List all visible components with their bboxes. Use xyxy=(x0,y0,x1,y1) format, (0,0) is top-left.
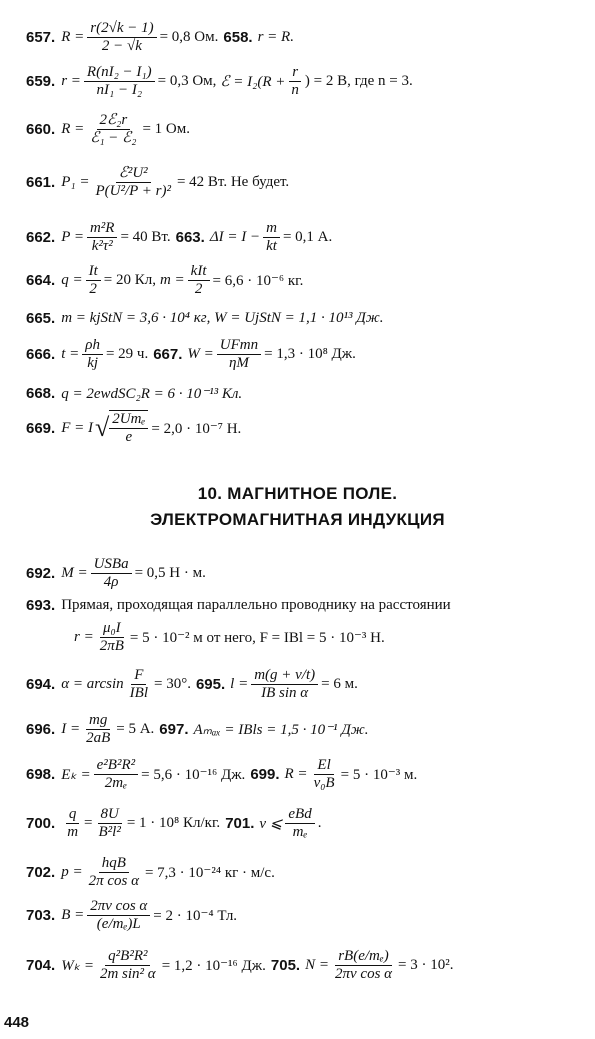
fraction xyxy=(97,620,127,656)
numerator: UFmn xyxy=(217,337,261,355)
formula-lhs: v ⩽ xyxy=(259,816,283,833)
formula-result: = 1,3 · 10⁸ Дж. xyxy=(264,346,356,363)
formula-result: . xyxy=(317,815,322,832)
problem-number: 701. xyxy=(225,815,255,833)
numerator: 2πv cos α xyxy=(87,898,150,916)
formula-result: = 7,3 · 10⁻²⁴ кг · м/с. xyxy=(144,865,275,882)
denominator: P(U²/P + r)² xyxy=(95,183,171,200)
answer-698 xyxy=(26,757,587,793)
answer-669 xyxy=(26,410,587,447)
problem-number: 660. xyxy=(26,121,56,139)
numerator: r xyxy=(289,64,301,82)
numerator: ρh xyxy=(82,337,103,355)
sqrt-sign-icon: √ xyxy=(94,413,110,443)
formula-result: = 5 · 10⁻³ м. xyxy=(340,767,418,784)
answer-700 xyxy=(26,806,587,842)
fraction xyxy=(332,948,395,984)
numerator: q²B²R² xyxy=(105,948,150,966)
answer-696 xyxy=(26,712,587,748)
fraction xyxy=(92,165,174,201)
formula-result: = 20 Кл, xyxy=(103,272,156,289)
denominator: (e/mₑ)L xyxy=(96,916,141,933)
numerator: kIt xyxy=(188,263,210,281)
denominator: B²l² xyxy=(98,824,121,841)
answer-703 xyxy=(26,898,587,934)
numerator: q xyxy=(66,806,80,824)
fraction xyxy=(109,410,148,447)
formula-result: = 29 ч. xyxy=(105,346,149,363)
fraction xyxy=(87,220,118,256)
fraction xyxy=(311,757,338,793)
fraction xyxy=(251,667,318,703)
formula-lhs: R = xyxy=(61,29,85,46)
denominator: IBl xyxy=(129,685,148,702)
problem-number: 669. xyxy=(26,419,56,437)
denominator: n xyxy=(291,82,299,99)
fraction xyxy=(82,337,103,373)
answer-668 xyxy=(26,384,587,403)
formula-result: = 5,6 · 10⁻¹⁶ Дж. xyxy=(141,767,246,784)
formula-lhs: q = xyxy=(61,272,83,289)
formula-result: = 30°. xyxy=(153,676,191,693)
answer-657 xyxy=(26,20,587,56)
formula-result: = 1 Ом. xyxy=(142,121,191,138)
denominator: mₑ xyxy=(292,824,308,841)
formula-result: ) = 2 В, где n = 3. xyxy=(304,73,413,90)
section-heading-line2: ЭЛЕКТРОМАГНИТНАЯ ИНДУКЦИЯ xyxy=(150,510,445,529)
numerator: eBd xyxy=(285,806,314,824)
fraction xyxy=(84,64,155,100)
problem-number: 664. xyxy=(26,272,56,290)
answer-693 xyxy=(26,597,587,614)
formula-lhs: ℰ = I₂(R + xyxy=(220,74,286,91)
formula-result: = 1 · 10⁸ Кл/кг. xyxy=(126,815,221,832)
fraction xyxy=(96,806,124,842)
formula-result: = 6 м. xyxy=(321,676,358,693)
formula-result: = 5 А. xyxy=(116,721,155,738)
denominator: e xyxy=(125,429,133,446)
fraction xyxy=(263,220,280,256)
answer-694 xyxy=(26,667,587,703)
formula-lhs: p = xyxy=(61,864,83,881)
formula-lhs: P = xyxy=(61,229,84,246)
denominator: 4ρ xyxy=(103,574,119,591)
denominator: k²τ² xyxy=(91,238,113,255)
denominator: 2mₑ xyxy=(104,775,127,792)
denominator: kt xyxy=(266,238,277,255)
fraction xyxy=(64,806,81,842)
numerator: R(nI₂ − I₁) xyxy=(84,64,155,82)
answer-704 xyxy=(26,948,587,984)
denominator: kj xyxy=(87,355,99,372)
formula-result: = 42 Вт. Не будет. xyxy=(176,174,290,191)
fraction xyxy=(83,712,113,748)
numerator: μ₀I xyxy=(100,620,124,638)
formula-result: = 2,0 · 10⁻⁷ Н. xyxy=(151,420,242,437)
numerator: It xyxy=(86,263,101,281)
fraction xyxy=(87,112,139,148)
problem-number: 665. xyxy=(26,310,56,327)
denominator: 2aB xyxy=(86,730,111,747)
formula-text: r = R. xyxy=(257,29,294,46)
denominator: 2π cos α xyxy=(88,873,139,890)
answer-693-formula xyxy=(74,620,587,656)
numerator: El xyxy=(314,757,333,775)
section-heading: 10. МАГНИТНОЕ ПОЛЕ. xyxy=(197,484,398,503)
numerator: hqB xyxy=(99,855,129,873)
formula-lhs: m = xyxy=(159,272,185,289)
problem-number: 696. xyxy=(26,721,56,739)
fraction xyxy=(87,898,150,934)
problem-number: 663. xyxy=(175,229,205,247)
formula-lhs: r = xyxy=(61,73,81,90)
formula-text: Aₘₐₓ = IBls = 1,5 · 10⁻¹ Дж. xyxy=(193,722,369,739)
formula-result: = 0,1 А. xyxy=(282,229,333,246)
problem-number: 666. xyxy=(26,346,56,364)
numerator: m xyxy=(263,220,280,238)
numerator: ℰ²U² xyxy=(116,165,151,183)
fraction xyxy=(86,263,101,299)
denominator: IB sin α xyxy=(261,685,309,702)
numerator: 2Umₑ xyxy=(109,411,148,429)
problem-number: 667. xyxy=(153,346,183,364)
formula-result: = 5 · 10⁻² м от него, F = IBl = 5 · 10⁻³ Н. xyxy=(129,630,385,647)
fraction xyxy=(288,64,302,100)
fraction xyxy=(86,855,142,891)
fraction xyxy=(217,337,261,373)
numerator: F xyxy=(131,667,146,685)
denominator: m xyxy=(67,824,79,841)
formula-lhs: R = xyxy=(284,766,308,783)
problem-number: 703. xyxy=(26,907,56,925)
denominator: 2 xyxy=(194,281,203,298)
formula-lhs: F = I xyxy=(61,419,93,436)
formula-text: q = 2ewdSC₂R = 6 · 10⁻¹³ Кл. xyxy=(61,386,243,402)
numerator: USBa xyxy=(91,556,132,574)
problem-number: 705. xyxy=(270,957,301,975)
fraction xyxy=(188,263,210,299)
fraction xyxy=(94,757,138,793)
problem-number: 693. xyxy=(26,597,56,614)
numerator: r(2√k − 1) xyxy=(87,20,156,38)
formula-result: = 40 Вт. xyxy=(120,229,171,246)
page-number: 448 xyxy=(4,1014,30,1031)
answer-665 xyxy=(26,310,587,327)
formula-lhs: P₁ = xyxy=(61,174,90,191)
problem-number: 699. xyxy=(250,766,280,784)
problem-number: 692. xyxy=(26,565,56,583)
problem-number: 668. xyxy=(26,385,56,402)
answer-659 xyxy=(26,64,587,100)
answer-692 xyxy=(26,556,587,592)
denominator: 2m sin² α xyxy=(99,966,156,983)
formula-lhs: M = xyxy=(61,565,88,582)
formula-lhs: t = xyxy=(61,346,80,363)
problem-number: 700. xyxy=(26,815,56,833)
formula-lhs: ΔI = I − xyxy=(209,229,261,246)
problem-number: 658. xyxy=(223,29,253,47)
fraction xyxy=(91,556,132,592)
problem-number: 662. xyxy=(26,229,56,247)
formula-text: m = kjStN = 3,6 · 10⁴ кг, W = UjStN = 1,1 · 10¹³ Дж. xyxy=(61,310,384,326)
problem-number: 695. xyxy=(195,676,226,694)
problem-number: 702. xyxy=(26,864,56,882)
answer-662 xyxy=(26,220,587,256)
denominator: v₀B xyxy=(313,775,335,792)
formula-lhs: W = xyxy=(187,346,214,363)
equals-sign: = xyxy=(84,815,93,832)
formula-result: = 3 · 10². xyxy=(398,957,454,974)
formula-lhs: R = xyxy=(61,121,85,138)
formula-lhs: Wₖ = xyxy=(61,958,94,975)
formula-lhs: l = xyxy=(230,676,249,693)
fraction xyxy=(285,806,314,842)
formula-result: = 1,2 · 10⁻¹⁶ Дж. xyxy=(161,958,266,975)
numerator: 8U xyxy=(98,806,122,824)
problem-number: 697. xyxy=(159,721,189,739)
problem-number: 657. xyxy=(26,29,56,47)
formula-result: = 0,8 Ом. xyxy=(159,29,219,46)
problem-number: 659. xyxy=(26,73,56,91)
formula-lhs: B = xyxy=(61,907,85,924)
denominator: 2 − √k xyxy=(101,38,142,55)
denominator: ℰ₁ − ℰ₂ xyxy=(90,130,137,147)
numerator: mg xyxy=(86,712,110,730)
denominator: 2πB xyxy=(99,638,124,655)
fraction xyxy=(97,948,159,984)
numerator: m(g + v/t) xyxy=(251,667,318,685)
formula-result: = 6,6 · 10⁻⁶ кг. xyxy=(212,273,304,290)
denominator: 2πv cos α xyxy=(334,966,393,983)
formula-lhs: I = xyxy=(61,721,81,738)
denominator: ηM xyxy=(228,355,249,372)
problem-number: 704. xyxy=(26,957,56,975)
formula-lhs: N = xyxy=(305,957,329,974)
formula-lhs: Eₖ = xyxy=(61,767,91,784)
answer-666 xyxy=(26,337,587,373)
problem-number: 694. xyxy=(26,676,56,694)
formula-result: = 0,3 Ом, xyxy=(157,73,217,90)
answer-text: Прямая, проходящая параллельно проводнику на расстоянии xyxy=(61,597,451,613)
answer-660 xyxy=(26,112,587,148)
numerator: 2ℰ₂r xyxy=(97,112,131,130)
formula-result: = 0,5 Н · м. xyxy=(134,565,206,582)
problem-number: 661. xyxy=(26,174,56,192)
answer-661 xyxy=(26,165,587,201)
formula-lhs: r = xyxy=(74,629,94,646)
denominator: 2 xyxy=(89,281,97,298)
fraction xyxy=(127,667,151,703)
formula-result: = 2 · 10⁻⁴ Тл. xyxy=(153,908,238,925)
formula-lhs: α = arcsin xyxy=(61,676,124,693)
numerator: e²B²R² xyxy=(94,757,138,775)
problem-number: 698. xyxy=(26,766,56,784)
answer-702 xyxy=(26,855,587,891)
fraction xyxy=(87,20,156,56)
answer-664 xyxy=(26,263,587,299)
numerator: rB(e/mₑ) xyxy=(335,948,392,966)
denominator: nI₁ − I₂ xyxy=(96,82,143,99)
numerator: m²R xyxy=(87,220,118,238)
